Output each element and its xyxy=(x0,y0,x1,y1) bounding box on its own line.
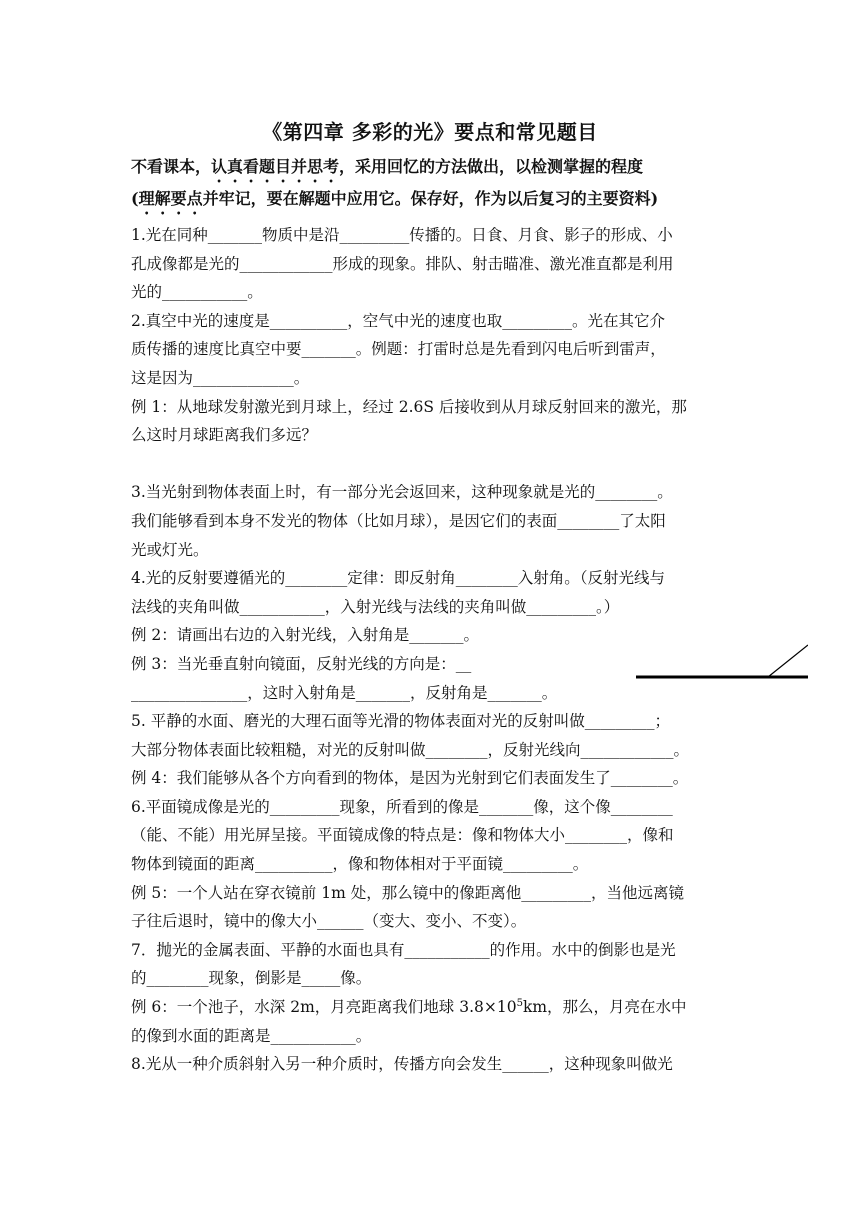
text-line: 例 2：请画出右边的入射光线，入射角是_______。 xyxy=(131,626,480,645)
text-line: 质传播的速度比真空中要_______。例题：打雷时总是先看到闪电后听到雷声， xyxy=(131,340,666,359)
text-line: 大部分物体表面比较粗糙，对光的反射叫做________，反射光线向____________。 xyxy=(131,740,690,759)
text-line: 例 3：当光垂直射向镜面，反射光线的方向是：__ xyxy=(131,654,472,673)
line-part: km，那么，月亮在水中 xyxy=(522,998,687,1017)
text-line: 物体到镜面的距离__________，像和物体相对于平面镜_________。 xyxy=(131,855,589,874)
text-line: 例 1：从地球发射激光到月球上，经过 2.6S 后接收到从月球反射回来的激光，那 xyxy=(131,397,687,416)
page-title: 《第四章 多彩的光》要点和常见题目 xyxy=(262,120,598,144)
text-line: 4.光的反射要遵循光的________定律：即反射角________入射角。（反射光线与 xyxy=(131,569,666,588)
note-segment: ( xyxy=(131,189,139,208)
text-line: _______________，这时入射角是_______，反射角是_______。 xyxy=(131,683,558,702)
subtitle-segment: 不看课本， xyxy=(131,157,212,176)
note-segment: 理解要点 xyxy=(138,189,203,208)
text-line: 我们能够看到本身不发光的物体（比如月球），是因它们的表面________了太阳 xyxy=(131,511,666,530)
text-line: 6.平面镜成像是光的_________现象，所看到的像是_______像，这个像________ xyxy=(131,797,673,816)
text-line: 的________现象，倒影是_____像。 xyxy=(131,969,372,988)
text-line xyxy=(131,993,731,1022)
text-line: 例 4：我们能够从各个方向看到的物体，是因为光射到它们表面发生了________。 xyxy=(131,769,689,788)
subtitle-segment: 认真看题目并思考 xyxy=(211,157,340,176)
text-line: 例 5：一个人站在穿衣镜前 1m 处，那么镜中的像距离他_________，当他远离镜 xyxy=(131,883,684,902)
text-line: 法线的夹角叫做___________，入射光线与法线的夹角叫做_________。） xyxy=(131,597,620,616)
text-line: 2.真空中光的速度是__________，空气中光的速度也取_________。光在其它介 xyxy=(131,311,666,330)
line-part: 例 6：一个池子，水深 2m，月亮距离我们地球 3.8×10 xyxy=(131,998,517,1017)
text-line: 子往后退时，镜中的像大小______（变大、变小、不变）。 xyxy=(131,912,527,931)
subtitle-segment: ，采用回忆的方法做出，以检测掌握的程度 xyxy=(339,157,644,176)
text-line: 7．抛光的金属表面、平静的水面也具有___________的作用。水中的倒影也是光 xyxy=(131,940,676,959)
text-line: 1.光在同种_______物质中是沿_________传播的。日食、月食、影子的形成、小 xyxy=(131,226,673,244)
text-line: （能、不能）用光屏呈接。平面镜成像的特点是：像和物体大小________，像和 xyxy=(131,826,674,845)
text-line: 8.光从一种介质斜射入另一种介质时，传播方向会发生______，这种现象叫做光 xyxy=(131,1055,673,1074)
blank-answer-space xyxy=(131,450,731,479)
text-line: 光或灯光。 xyxy=(131,540,209,559)
text-line: 3.当光射到物体表面上时，有一部分光会返回来，这种现象就是光的________。 xyxy=(131,483,673,502)
text-line: 的像到水面的距离是___________。 xyxy=(131,1026,372,1045)
text-line: 孔成像都是光的____________形成的现象。排队、射击瞄准、激光准直都是利用 xyxy=(131,254,674,273)
text-line: 这是因为_____________。 xyxy=(131,368,310,387)
text-line: 光的___________。 xyxy=(131,283,263,302)
note-line xyxy=(131,186,658,218)
note-segment: 并牢记，要在解题中应用它。保存好，作为以后复习的主要资料) xyxy=(202,189,659,208)
reflected-ray xyxy=(768,645,808,677)
exponent: 5 xyxy=(516,997,523,1009)
text-line: 5. 平静的水面、磨光的大理石面等光滑的物体表面对光的反射叫做_________； xyxy=(131,712,670,731)
instruction-line xyxy=(131,154,643,186)
mirror-reflection-figure xyxy=(636,640,808,682)
text-line: 么这时月球距离我们多远？ xyxy=(131,426,318,445)
